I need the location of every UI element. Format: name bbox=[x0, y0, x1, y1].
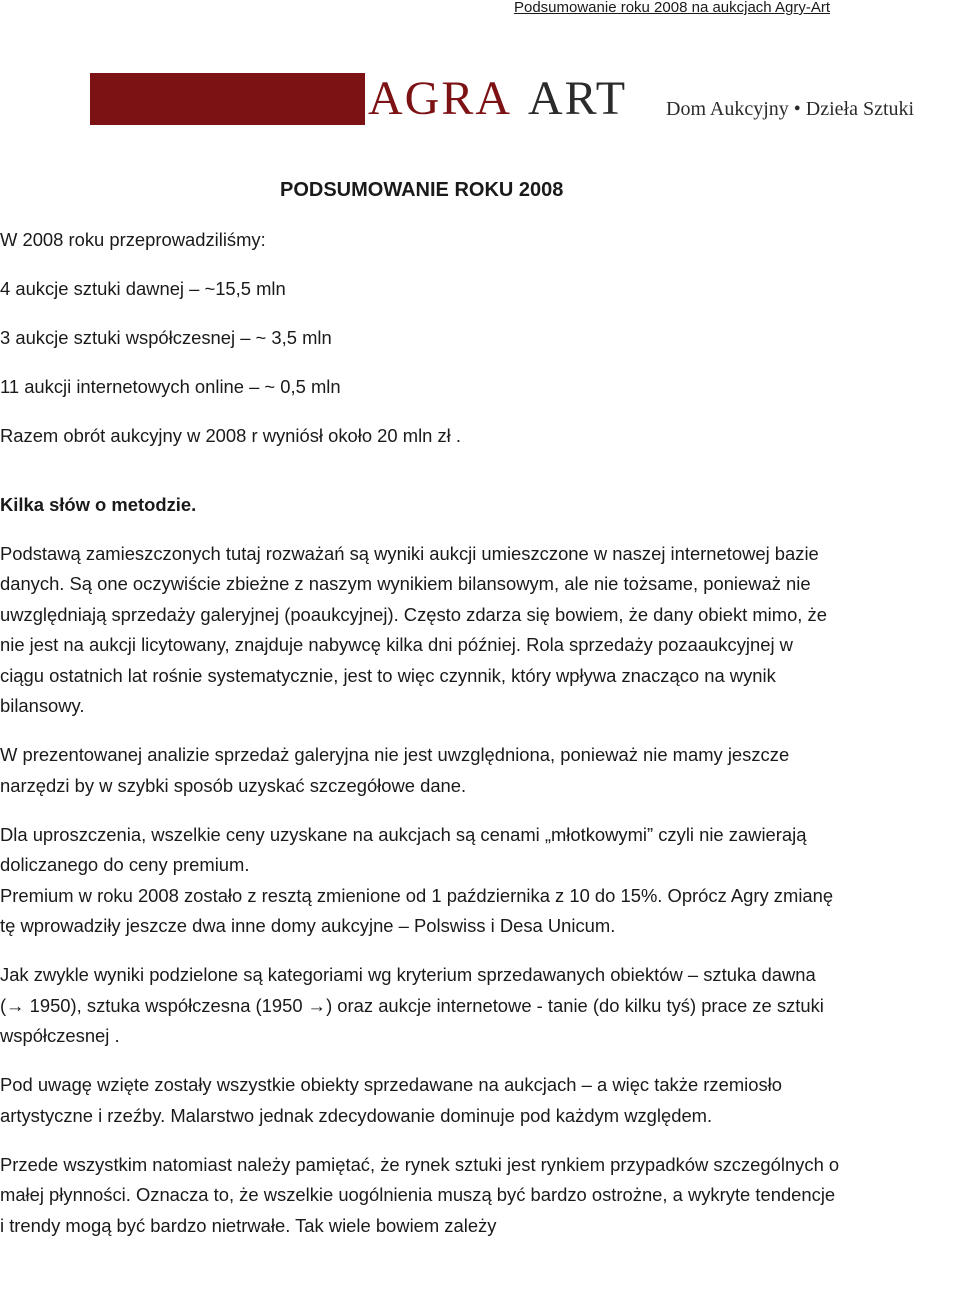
paragraph: W prezentowanej analizie sprzedaż galeryjna nie jest uwzględniona, ponieważ nie mamy jeszcze narzędzi by w szybki sposób uzyskać szczegółowe dane. bbox=[0, 744, 790, 796]
paragraph: Przede wszystkim natomiast należy pamiętać, że rynek sztuki jest rynkiem przypadków szczególnych o małej płynności. Oznacza to, że wszelkie uogólnienia muszą być bardzo ostrożne, a wykryte tendencje i trendy mogą być bardzo nietrwałe. Tak wiele bowiem zależy bbox=[0, 1153, 840, 1236]
stat-line: Razem obrót aukcyjny w 2008 r wyniósł około 20 mln zł . bbox=[0, 425, 461, 446]
document-body bbox=[0, 225, 840, 1241]
stat-line: 3 aukcje sztuki współczesnej – ~ 3,5 mln bbox=[0, 327, 332, 348]
paragraph: Dla uproszczenia, wszelkie ceny uzyskane na aukcjach są cenami „młotkowymi” czyli nie zawierają doliczanego do ceny premium. bbox=[0, 823, 807, 875]
stat-line: 11 aukcji internetowych online – ~ 0,5 mln bbox=[0, 376, 341, 397]
paragraph: Premium w roku 2008 zostało z resztą zmienione od 1 października z 10 do 15%. Oprócz Agry zmianę tę wprowadziły jeszcze dwa inne domy aukcyjne – Polswiss i Desa Unicum. bbox=[0, 884, 834, 936]
paragraph: Pod uwagę wzięte zostały wszystkie obiekty sprzedawane na aukcjach – a więc także rzemiosło artystyczne i rzeźby. Malarstwo jednak zdecydowanie dominuje pod każdym względem. bbox=[0, 1074, 782, 1126]
paragraph: Podstawą zamieszczonych tutaj rozważań są wyniki aukcji umieszczone w naszej internetowej bazie danych. Są one oczywiście zbieżne z naszym wynikiem bilansowym, ale nie tożsame, ponieważ nie uwzględniają sprzedaży galeryjnej (poaukcyjnej). Często zdarza się bowiem, że dany obiekt mimo, że nie jest na aukcji licytowany, znajduje nabywcę kilka dni później. Rola sprzedaży pozaaukcyjnej w ciągu ostatnich lat rośnie systematycznie, jest to więc czynnik, który wpływa znacząco na wynik bilansowy. bbox=[0, 542, 827, 716]
logo-tagline: Dom Aukcyjny • Dzieła Sztuki bbox=[666, 98, 915, 120]
paragraph: Jak zwykle wyniki podzielone są kategoriami wg kryterium sprzedawanych obiektów – sztuka dawna (→ 1950), sztuka współczesna (1950 →) oraz aukcje internetowe - tanie (do kilku tyś) prace ze sztuki współczesnej . bbox=[0, 964, 824, 1046]
logo-art-text: ART bbox=[528, 73, 628, 125]
document-title: PODSUMOWANIE ROKU 2008 bbox=[280, 179, 564, 201]
logo-agra-text: AGRA bbox=[368, 73, 513, 125]
running-header-link[interactable]: Podsumowanie roku 2008 na aukcjach Agry-Art bbox=[513, 0, 830, 16]
stat-line: 4 aukcje sztuki dawnej – ~15,5 mln bbox=[0, 278, 286, 299]
section-heading: Kilka słów o metodzie. bbox=[0, 493, 197, 515]
logo-wordmark bbox=[0, 73, 960, 125]
intro-line: W 2008 roku przeprowadziliśmy: bbox=[0, 229, 266, 250]
